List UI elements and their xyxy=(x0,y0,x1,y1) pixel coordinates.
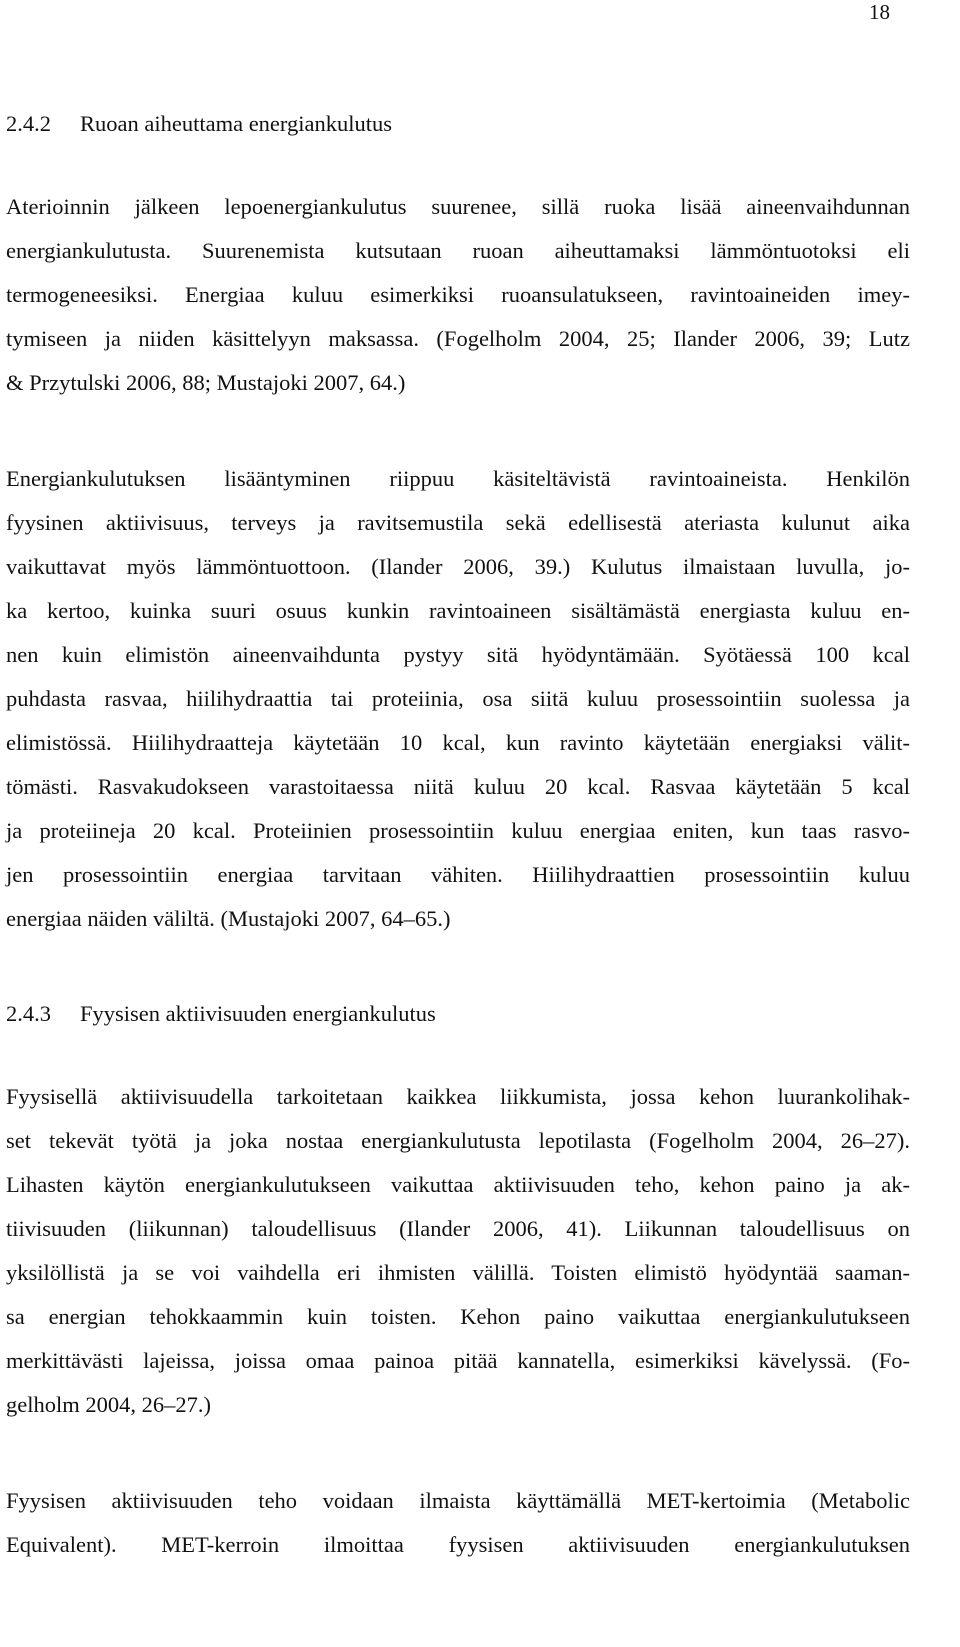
text-line: puhdasta rasvaa, hiilihydraattia tai proteiinia, osa siitä kuluu prosessointiin suolessa ja xyxy=(6,686,910,711)
text-line: tömästi. Rasvakudokseen varastoitaessa niitä kuluu 20 kcal. Rasvaa käytetään 5 kcal xyxy=(6,774,910,799)
text-line: ja proteiineja 20 kcal. Proteiinien prosessointiin kuluu energiaa eniten, kun taas rasvo- xyxy=(6,818,910,843)
text-line: Equivalent). MET-kerroin ilmoittaa fyysisen aktiivisuuden energiankulutuksen xyxy=(6,1532,910,1557)
text-line: set tekevät työtä ja joka nostaa energiankulutusta lepotilasta (Fogelholm 2004, 26–27). xyxy=(6,1128,910,1153)
section-title: Ruoan aiheuttama energiankulutus xyxy=(80,111,393,136)
section-heading xyxy=(6,1001,436,1027)
page-number: 18 xyxy=(869,0,890,24)
text-line: & Przytulski 2006, 88; Mustajoki 2007, 64.) xyxy=(6,370,406,395)
text-line: Lihasten käytön energiankulutukseen vaikuttaa aktiivisuuden teho, kehon paino ja ak- xyxy=(6,1172,910,1197)
text-line: yksilöllistä ja se voi vaihdella eri ihmisten välillä. Toisten elimistö hyödyntää saaman- xyxy=(6,1260,910,1285)
text-line: energiaa näiden väliltä. (Mustajoki 2007, 64–65.) xyxy=(6,906,451,931)
section-heading xyxy=(6,111,392,137)
section-number: 2.4.2 xyxy=(6,111,51,136)
text-line: elimistössä. Hiilihydraatteja käytetään 10 kcal, kun ravinto käytetään energiaksi välit- xyxy=(6,730,910,755)
text-line: ka kertoo, kuinka suuri osuus kunkin ravintoaineen sisältämästä energiasta kuluu en- xyxy=(6,598,910,623)
text-line: vaikuttavat myös lämmöntuottoon. (Ilander 2006, 39.) Kulutus ilmaistaan luvulla, jo- xyxy=(6,554,910,579)
text-line: tiivisuuden (liikunnan) taloudellisuus (Ilander 2006, 41). Liikunnan taloudellisuus on xyxy=(6,1216,910,1241)
text-line: Fyysisellä aktiivisuudella tarkoitetaan kaikkea liikkumista, jossa kehon luurankolihak- xyxy=(6,1084,910,1109)
text-line: Aterioinnin jälkeen lepoenergiankulutus suurenee, sillä ruoka lisää aineenvaihdunnan xyxy=(6,194,910,219)
section-number: 2.4.3 xyxy=(6,1001,51,1026)
section-title: Fyysisen aktiivisuuden energiankulutus xyxy=(80,1001,436,1026)
text-line: Energiankulutuksen lisääntyminen riippuu käsiteltävistä ravintoaineista. Henkilön xyxy=(6,466,910,491)
text-line: merkittävästi lajeissa, joissa omaa painoa pitää kannatella, esimerkiksi kävelyssä. (Fo- xyxy=(6,1348,910,1373)
text-line: tymiseen ja niiden käsittelyyn maksassa. (Fogelholm 2004, 25; Ilander 2006, 39; Lutz xyxy=(6,326,910,351)
text-line: gelholm 2004, 26–27.) xyxy=(6,1392,211,1417)
text-line: Fyysisen aktiivisuuden teho voidaan ilmaista käyttämällä MET-kertoimia (Metabolic xyxy=(6,1488,910,1513)
text-line: energiankulutusta. Suurenemista kutsutaan ruoan aiheuttamaksi lämmöntuotoksi eli xyxy=(6,238,910,263)
text-line: sa energian tehokkaammin kuin toisten. Kehon paino vaikuttaa energiankulutukseen xyxy=(6,1304,910,1329)
text-line: nen kuin elimistön aineenvaihdunta pystyy sitä hyödyntämään. Syötäessä 100 kcal xyxy=(6,642,910,667)
text-line: fyysinen aktiivisuus, terveys ja ravitsemustila sekä edellisestä ateriasta kulunut aika xyxy=(6,510,910,535)
text-line: jen prosessointiin energiaa tarvitaan vähiten. Hiilihydraattien prosessointiin kuluu xyxy=(6,862,910,887)
text-line: termogeneesiksi. Energiaa kuluu esimerkiksi ruoansulatukseen, ravintoaineiden imey- xyxy=(6,282,910,307)
